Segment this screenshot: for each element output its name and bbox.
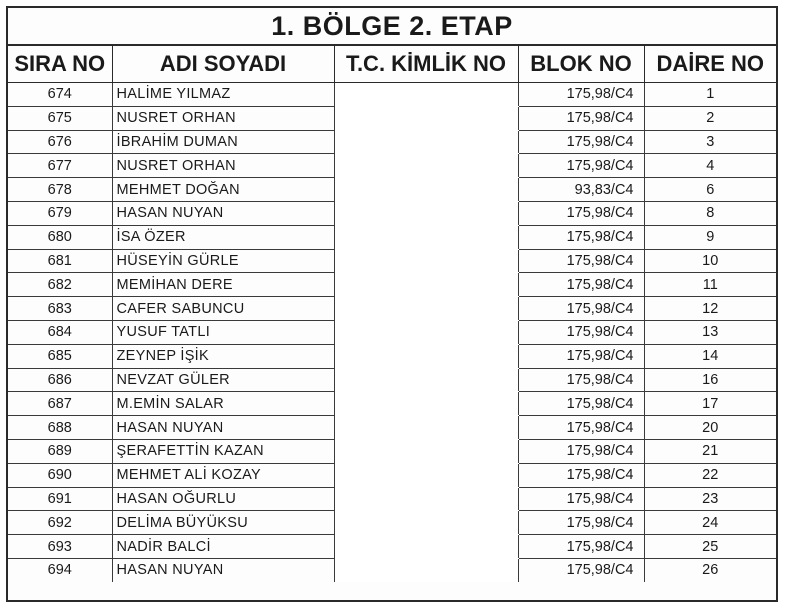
- cell-tc-kimlik-no: [334, 273, 518, 297]
- cell-adi-soyadi: HASAN NUYAN: [112, 201, 334, 225]
- cell-tc-kimlik-no: [334, 297, 518, 321]
- header-adi-soyadi: ADI SOYADI: [112, 46, 334, 83]
- table-row: [8, 154, 776, 178]
- cell-adi-soyadi: HASAN NUYAN: [112, 416, 334, 440]
- cell-sira-no: 680: [8, 225, 112, 249]
- cell-daire-no: 17: [644, 392, 776, 416]
- cell-daire-no: 9: [644, 225, 776, 249]
- cell-blok-no: 175,98/C4: [518, 106, 644, 130]
- cell-blok-no: 175,98/C4: [518, 344, 644, 368]
- cell-blok-no: 175,98/C4: [518, 154, 644, 178]
- cell-daire-no: 20: [644, 416, 776, 440]
- cell-daire-no: 2: [644, 106, 776, 130]
- table-row: [8, 487, 776, 511]
- cell-tc-kimlik-no: [334, 154, 518, 178]
- table-row: [8, 178, 776, 202]
- cell-sira-no: 674: [8, 83, 112, 107]
- cell-sira-no: 692: [8, 511, 112, 535]
- cell-daire-no: 25: [644, 535, 776, 559]
- cell-sira-no: 682: [8, 273, 112, 297]
- cell-blok-no: 175,98/C4: [518, 511, 644, 535]
- cell-tc-kimlik-no: [334, 511, 518, 535]
- table-row: [8, 273, 776, 297]
- header-sira-no: SIRA NO: [8, 46, 112, 83]
- cell-tc-kimlik-no: [334, 463, 518, 487]
- cell-adi-soyadi: İSA ÖZER: [112, 225, 334, 249]
- cell-blok-no: 175,98/C4: [518, 463, 644, 487]
- cell-tc-kimlik-no: [334, 487, 518, 511]
- table-row: [8, 511, 776, 535]
- cell-blok-no: 175,98/C4: [518, 320, 644, 344]
- cell-blok-no: 175,98/C4: [518, 201, 644, 225]
- cell-blok-no: 175,98/C4: [518, 249, 644, 273]
- cell-tc-kimlik-no: [334, 106, 518, 130]
- table-row: [8, 463, 776, 487]
- cell-blok-no: 175,98/C4: [518, 130, 644, 154]
- cell-daire-no: 23: [644, 487, 776, 511]
- cell-daire-no: 6: [644, 178, 776, 202]
- table-header-row: [8, 46, 776, 83]
- table-row: [8, 416, 776, 440]
- cell-tc-kimlik-no: [334, 320, 518, 344]
- table-row: [8, 249, 776, 273]
- cell-adi-soyadi: HASAN OĞURLU: [112, 487, 334, 511]
- cell-sira-no: 686: [8, 368, 112, 392]
- cell-sira-no: 694: [8, 558, 112, 581]
- cell-daire-no: 16: [644, 368, 776, 392]
- cell-sira-no: 693: [8, 535, 112, 559]
- table-body: [8, 83, 776, 582]
- cell-adi-soyadi: NADİR BALCİ: [112, 535, 334, 559]
- cell-daire-no: 14: [644, 344, 776, 368]
- cell-daire-no: 26: [644, 558, 776, 581]
- document-sheet: [6, 6, 778, 602]
- cell-blok-no: 175,98/C4: [518, 225, 644, 249]
- cell-adi-soyadi: ŞERAFETTİN KAZAN: [112, 439, 334, 463]
- cell-sira-no: 677: [8, 154, 112, 178]
- cell-tc-kimlik-no: [334, 344, 518, 368]
- cell-adi-soyadi: HALİME YILMAZ: [112, 83, 334, 107]
- cell-daire-no: 4: [644, 154, 776, 178]
- cell-adi-soyadi: NEVZAT GÜLER: [112, 368, 334, 392]
- cell-adi-soyadi: ZEYNEP İŞİK: [112, 344, 334, 368]
- cell-sira-no: 690: [8, 463, 112, 487]
- cell-blok-no: 175,98/C4: [518, 487, 644, 511]
- table-row: [8, 368, 776, 392]
- cell-tc-kimlik-no: [334, 178, 518, 202]
- cell-daire-no: 3: [644, 130, 776, 154]
- cell-tc-kimlik-no: [334, 439, 518, 463]
- cell-tc-kimlik-no: [334, 83, 518, 107]
- cell-sira-no: 681: [8, 249, 112, 273]
- cell-daire-no: 11: [644, 273, 776, 297]
- cell-sira-no: 689: [8, 439, 112, 463]
- page-title: 1. BÖLGE 2. ETAP: [8, 8, 776, 46]
- cell-tc-kimlik-no: [334, 201, 518, 225]
- cell-adi-soyadi: NUSRET ORHAN: [112, 106, 334, 130]
- cell-sira-no: 688: [8, 416, 112, 440]
- cell-tc-kimlik-no: [334, 249, 518, 273]
- cell-adi-soyadi: MEMİHAN DERE: [112, 273, 334, 297]
- table-row: [8, 344, 776, 368]
- cell-daire-no: 24: [644, 511, 776, 535]
- cell-adi-soyadi: MEHMET DOĞAN: [112, 178, 334, 202]
- cell-adi-soyadi: M.EMİN SALAR: [112, 392, 334, 416]
- cell-tc-kimlik-no: [334, 225, 518, 249]
- cell-adi-soyadi: HASAN NUYAN: [112, 558, 334, 581]
- cell-sira-no: 691: [8, 487, 112, 511]
- table-row: [8, 201, 776, 225]
- table-row: [8, 297, 776, 321]
- header-tc-kimlik-no: T.C. KİMLİK NO: [334, 46, 518, 83]
- cell-blok-no: 175,98/C4: [518, 297, 644, 321]
- cell-daire-no: 12: [644, 297, 776, 321]
- table-row: [8, 392, 776, 416]
- cell-tc-kimlik-no: [334, 130, 518, 154]
- cell-adi-soyadi: YUSUF TATLI: [112, 320, 334, 344]
- table-row: [8, 130, 776, 154]
- cell-tc-kimlik-no: [334, 416, 518, 440]
- table-row: [8, 439, 776, 463]
- cell-daire-no: 13: [644, 320, 776, 344]
- table-row: [8, 225, 776, 249]
- cell-tc-kimlik-no: [334, 392, 518, 416]
- cell-tc-kimlik-no: [334, 368, 518, 392]
- cell-sira-no: 675: [8, 106, 112, 130]
- cell-tc-kimlik-no: [334, 558, 518, 581]
- cell-blok-no: 175,98/C4: [518, 273, 644, 297]
- header-daire-no: DAİRE NO: [644, 46, 776, 83]
- cell-daire-no: 22: [644, 463, 776, 487]
- cell-blok-no: 175,98/C4: [518, 416, 644, 440]
- cell-adi-soyadi: DELİMA BÜYÜKSU: [112, 511, 334, 535]
- cell-daire-no: 21: [644, 439, 776, 463]
- cell-blok-no: 175,98/C4: [518, 558, 644, 581]
- cell-blok-no: 175,98/C4: [518, 535, 644, 559]
- cell-adi-soyadi: İBRAHİM DUMAN: [112, 130, 334, 154]
- cell-adi-soyadi: MEHMET ALİ KOZAY: [112, 463, 334, 487]
- cell-adi-soyadi: CAFER SABUNCU: [112, 297, 334, 321]
- cell-adi-soyadi: NUSRET ORHAN: [112, 154, 334, 178]
- table-row: [8, 535, 776, 559]
- cell-sira-no: 676: [8, 130, 112, 154]
- cell-sira-no: 683: [8, 297, 112, 321]
- cell-daire-no: 8: [644, 201, 776, 225]
- cell-daire-no: 10: [644, 249, 776, 273]
- residents-table: [8, 46, 776, 582]
- cell-daire-no: 1: [644, 83, 776, 107]
- cell-blok-no: 175,98/C4: [518, 439, 644, 463]
- table-row: [8, 558, 776, 581]
- header-blok-no: BLOK NO: [518, 46, 644, 83]
- cell-sira-no: 685: [8, 344, 112, 368]
- cell-tc-kimlik-no: [334, 535, 518, 559]
- cell-sira-no: 678: [8, 178, 112, 202]
- cell-blok-no: 175,98/C4: [518, 83, 644, 107]
- cell-sira-no: 687: [8, 392, 112, 416]
- cell-sira-no: 679: [8, 201, 112, 225]
- cell-blok-no: 175,98/C4: [518, 392, 644, 416]
- table-row: [8, 320, 776, 344]
- table-row: [8, 83, 776, 107]
- cell-adi-soyadi: HÜSEYİN GÜRLE: [112, 249, 334, 273]
- cell-blok-no: 175,98/C4: [518, 368, 644, 392]
- cell-blok-no: 93,83/C4: [518, 178, 644, 202]
- table-row: [8, 106, 776, 130]
- cell-sira-no: 684: [8, 320, 112, 344]
